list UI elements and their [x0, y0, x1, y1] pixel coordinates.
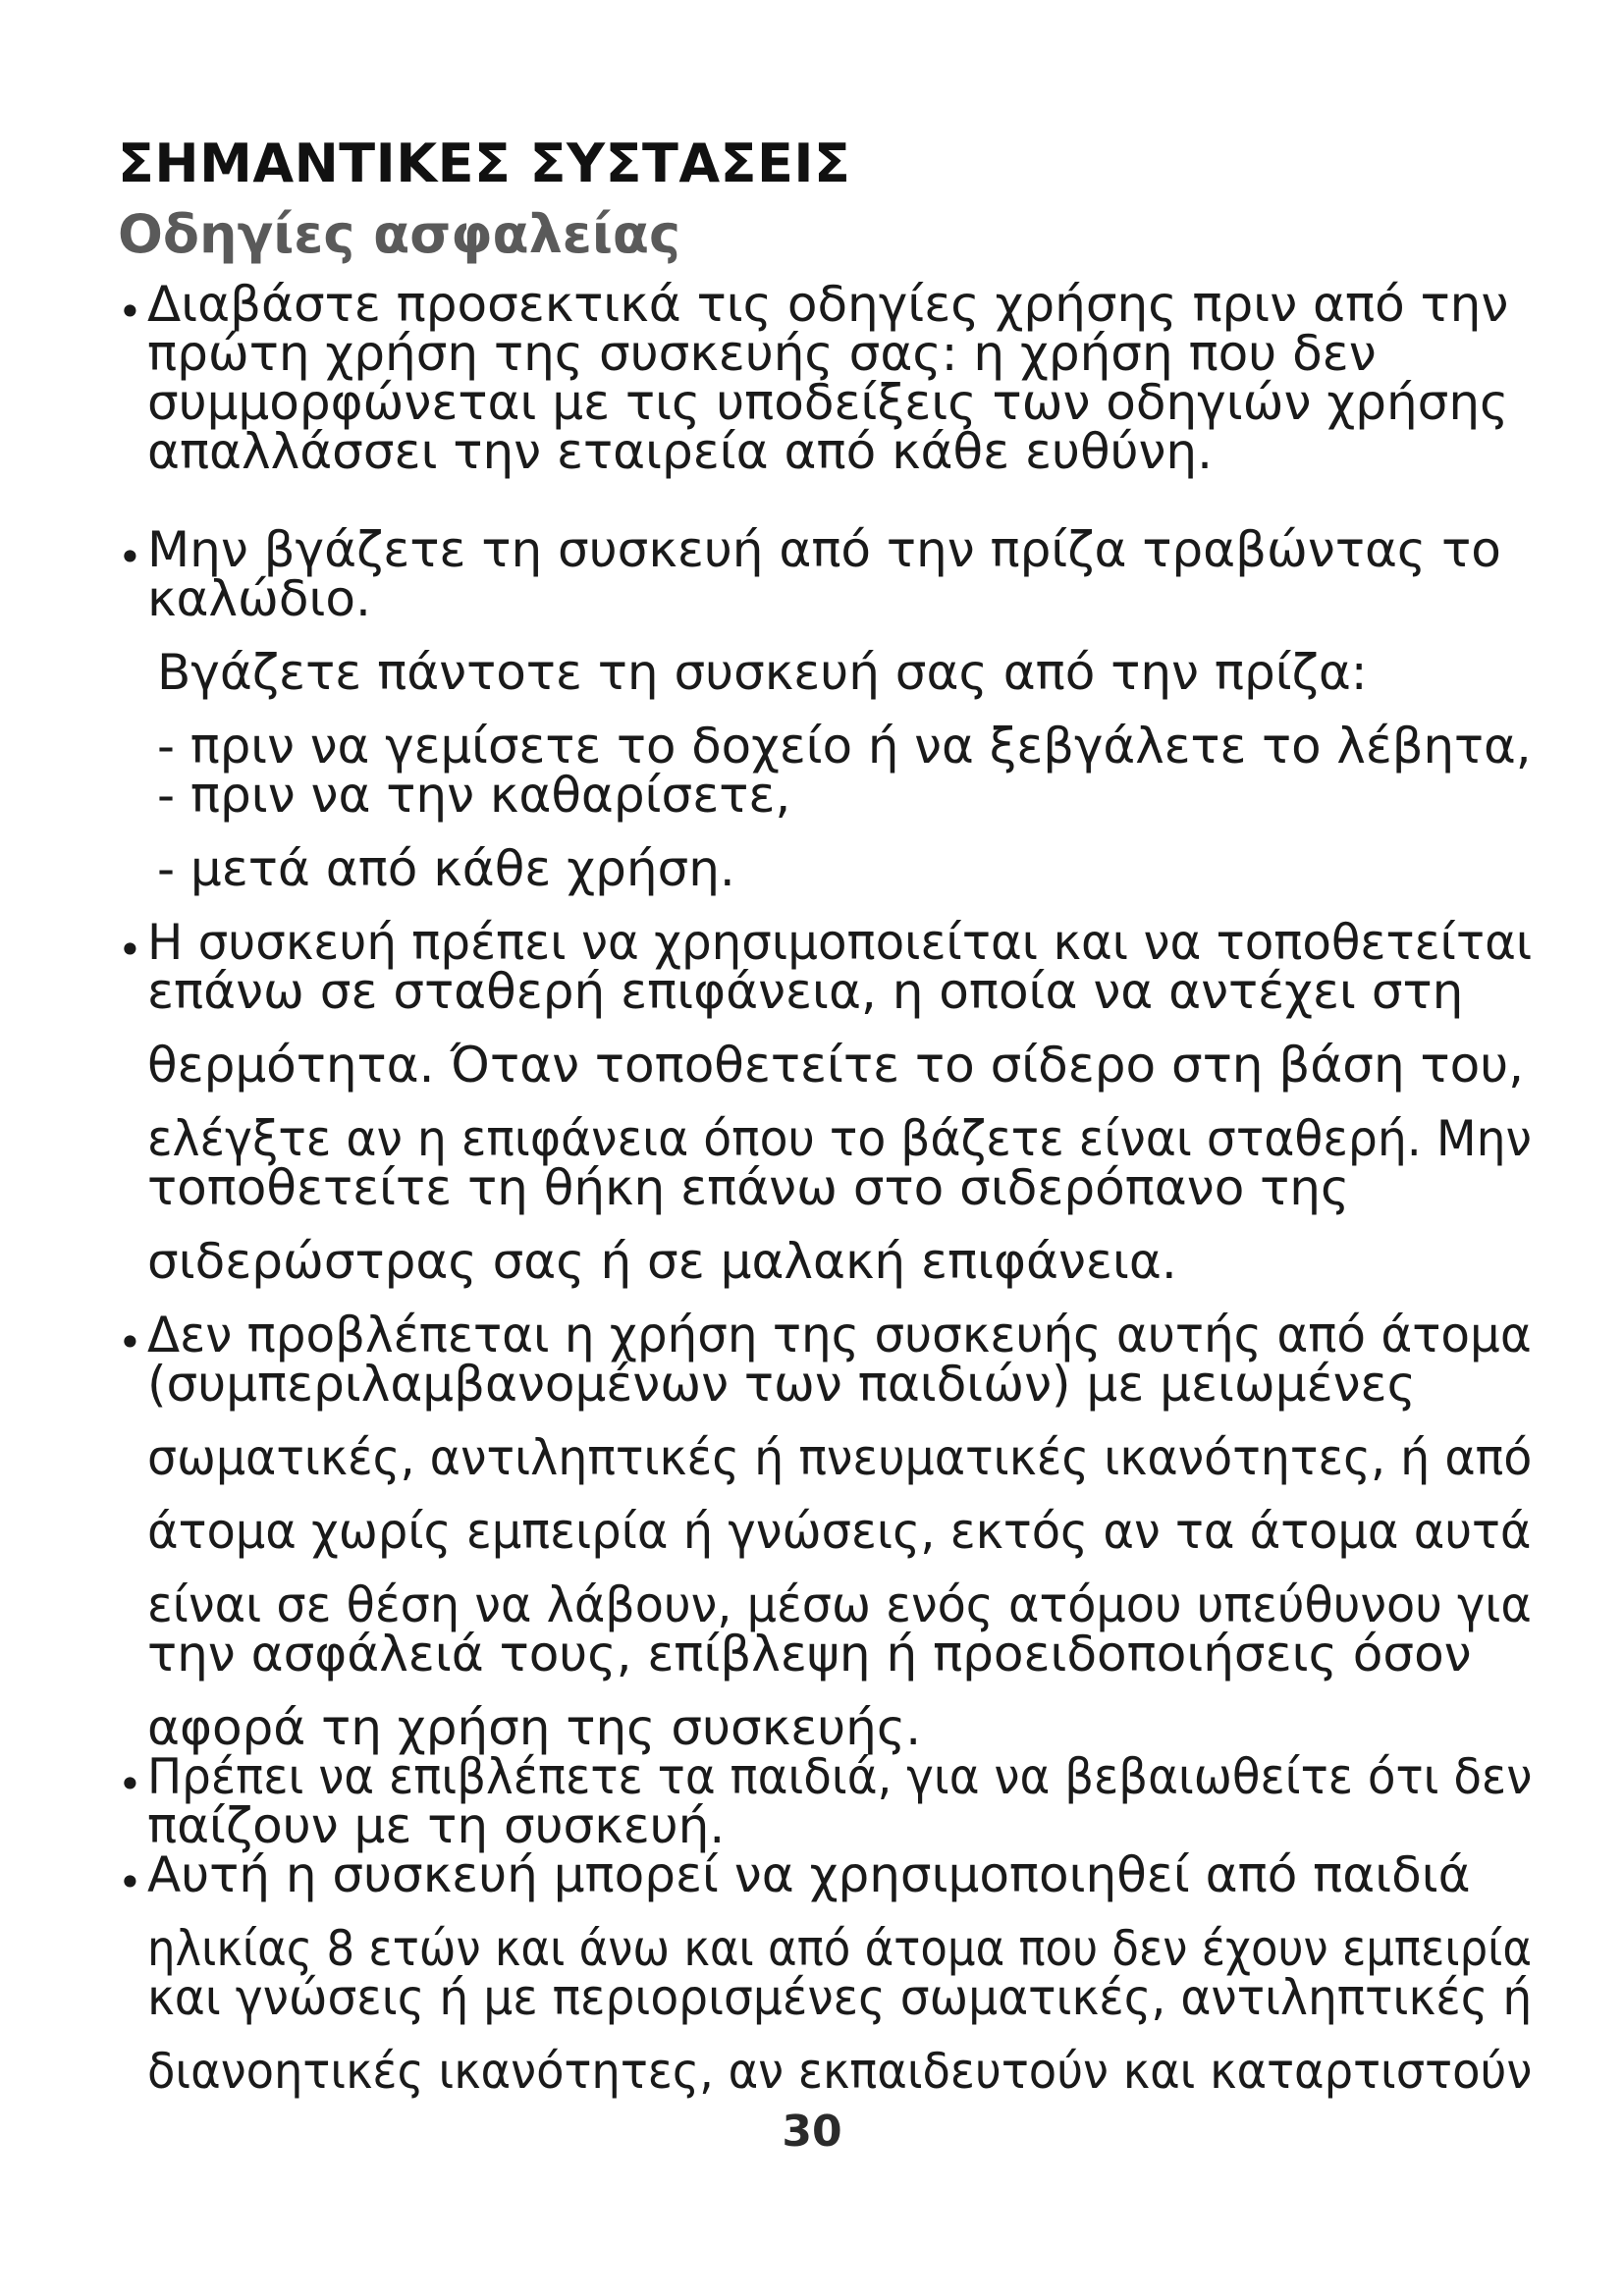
- bullet-marker: •: [118, 1318, 142, 1366]
- body-line: Αυτή η συσκευή μπορεί να χρησιμοποιηθεί από παιδιά: [147, 1846, 1471, 1903]
- bullet-marker: •: [118, 533, 142, 581]
- body-line: καλώδιο.: [147, 570, 371, 627]
- bullet-marker: •: [118, 926, 142, 974]
- body-line: άτομα χωρίς εμπειρία ή γνώσεις, εκτός αν τα άτομα αυτά: [147, 1503, 1532, 1560]
- body-line: απαλλάσσει την εταιρεία από κάθε ευθύνη.: [147, 423, 1214, 480]
- body-line: ελέγξτε αν η επιφάνεια όπου το βάζετε είναι σταθερή. Μην: [147, 1110, 1532, 1167]
- body-line: είναι σε θέση να λάβουν, μέσω ενός ατόμου υπεύθυνου για: [147, 1576, 1532, 1633]
- body-line: Διαβάστε προσεκτικά τις οδηγίες χρήσης πριν από την: [147, 276, 1509, 333]
- body-line: παίζουν με τη συσκευή.: [147, 1797, 726, 1854]
- body-line: (συμπεριλαμβανομένων των παιδιών) με μειωμένες: [147, 1356, 1416, 1413]
- body-line: πρώτη χρήση της συσκευής σας: η χρήση που δεν: [147, 325, 1377, 382]
- body-line: Πρέπει να επιβλέπετε τα παιδιά, για να βεβαιωθείτε ότι δεν: [147, 1748, 1533, 1805]
- body-line: σωματικές, αντιληπτικές ή πνευματικές ικανότητες, ή από: [147, 1429, 1533, 1486]
- body-line: την ασφάλειά τους, επίβλεψη ή προειδοποιήσεις όσον: [147, 1626, 1472, 1682]
- section-heading: ΣΗΜΑΝΤΙΚΕΣ ΣΥΣΤΑΣΕΙΣ: [118, 133, 851, 194]
- body-line: διανοητικές ικανότητες, αν εκπαιδευτούν και καταρτιστούν: [147, 2043, 1533, 2100]
- body-line: επάνω σε σταθερή επιφάνεια, η οποία να αντέχει στη: [147, 963, 1464, 1020]
- page-number: 30: [782, 2107, 842, 2157]
- body-line: τοποθετείτε τη θήκη επάνω στο σιδερόπανο της: [147, 1159, 1350, 1216]
- body-line: θερμότητα. Όταν τοποθετείτε το σίδερο στη βάση του,: [147, 1037, 1525, 1094]
- body-line: - πριν να γεμίσετε το δοχείο ή να ξεβγάλετε το λέβητα,: [157, 718, 1532, 774]
- body-line: Μην βγάζετε τη συσκευή από την πρίζα τραβώντας το: [147, 521, 1501, 578]
- bullet-marker: •: [118, 1760, 142, 1808]
- bullet-marker: •: [118, 1858, 142, 1906]
- body-line: σιδερώστρας σας ή σε μαλακή επιφάνεια.: [147, 1233, 1177, 1290]
- body-line: - μετά από κάθε χρήση.: [157, 840, 735, 897]
- body-line: και γνώσεις ή με περιορισμένες σωματικές, αντιληπτικές ή: [147, 1969, 1533, 2026]
- body-line: αφορά τη χρήση της συσκευής.: [147, 1699, 922, 1756]
- bullet-marker: •: [118, 288, 142, 336]
- body-line: Δεν προβλέπεται η χρήση της συσκευής αυτής από άτομα: [147, 1307, 1532, 1363]
- section-subheading: Οδηγίες ασφαλείας: [118, 203, 681, 265]
- body-line: - πριν να την καθαρίσετε,: [157, 767, 791, 824]
- body-line: ηλικίας 8 ετών και άνω και από άτομα που δεν έχουν εμπειρία: [147, 1920, 1533, 1977]
- body-line: συμμορφώνεται με τις υποδείξεις των οδηγιών χρήσης: [147, 374, 1509, 431]
- body-line: Η συσκευή πρέπει να χρησιμοποιείται και να τοποθετείται: [147, 914, 1533, 971]
- body-line: Βγάζετε πάντοτε τη συσκευή σας από την πρίζα:: [157, 644, 1368, 701]
